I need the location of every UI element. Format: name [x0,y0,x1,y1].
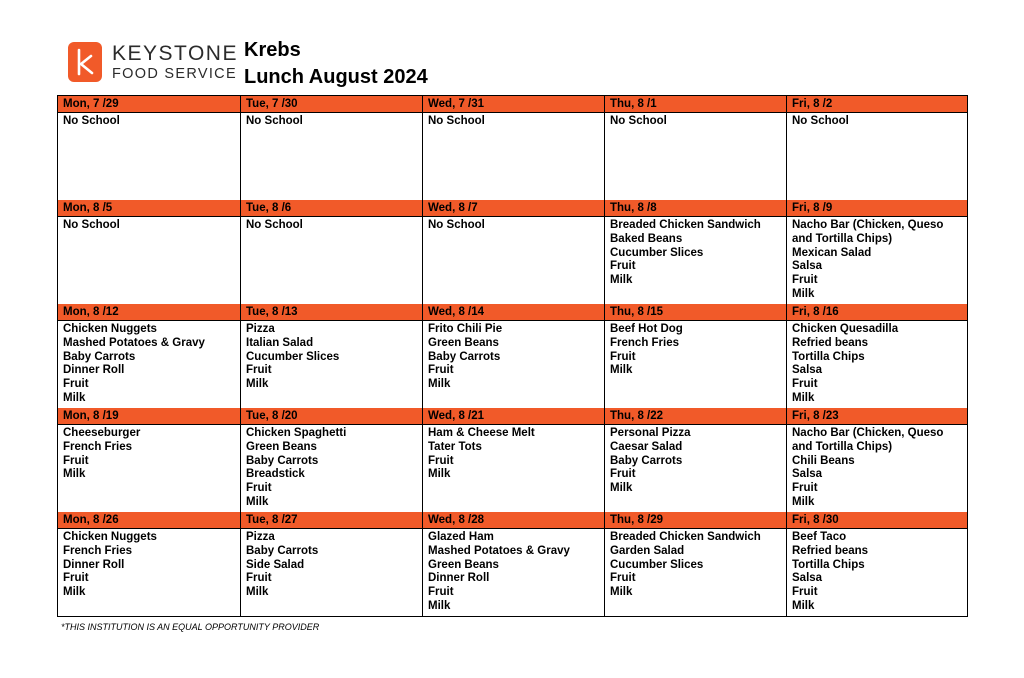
day-date-header: Fri, 8 /2 [787,96,967,113]
menu-item: Nacho Bar (Chicken, Queso [792,219,944,231]
day-date-header: Wed, 8 /7 [423,200,604,217]
menu-item: Glazed Ham [428,531,494,543]
menu-item: No School [428,115,485,127]
day-date-header: Mon, 8 /5 [58,200,240,217]
school-name: Krebs [244,39,301,61]
menu-item: Fruit [792,274,818,287]
menu-item: Milk [246,495,269,508]
menu-item: Milk [792,599,815,612]
day-date-header: Mon, 7 /29 [58,96,240,113]
menu-item: Nacho Bar (Chicken, Queso [792,427,944,439]
menu-item: Fruit [63,454,89,467]
menu-item-list [241,425,422,510]
day-cell [58,304,240,408]
menu-item: Side Salad [246,558,305,571]
menu-title: Lunch August 2024 [244,66,428,88]
menu-item: Caesar Salad [610,440,683,453]
menu-item-list [241,321,422,392]
week-row [58,96,967,200]
day-cell [786,512,967,616]
menu-item: Salsa [792,364,823,377]
menu-item: Tater Tots [428,440,482,453]
menu-item: Milk [792,495,815,508]
day-date-header: Mon, 8 /19 [58,408,240,425]
menu-item-list [787,425,967,510]
menu-item-list [58,113,240,129]
menu-item: Milk [428,468,451,481]
menu-item-list [241,113,422,129]
day-cell [240,96,422,200]
equal-opportunity-note: *THIS INSTITUTION IS AN EQUAL OPPORTUNITY PROVIDER [61,622,320,632]
menu-item-list [423,217,604,233]
menu-item: Salsa [792,572,823,585]
logo-brand-line1: KEYSTONE [112,42,238,65]
menu-item: Cucumber Slices [610,558,704,571]
menu-item: French Fries [610,336,680,349]
day-cell [58,512,240,616]
menu-item: No School [610,115,667,127]
menu-item: Fruit [428,454,454,467]
menu-item: Milk [63,586,86,599]
menu-item: Fruit [63,378,89,391]
menu-item: Cucumber Slices [610,246,704,259]
day-cell [422,512,604,616]
menu-item: Fruit [792,482,818,495]
day-date-header: Tue, 7 /30 [241,96,422,113]
day-cell [422,304,604,408]
menu-item-list [605,217,786,288]
day-date-header: Fri, 8 /23 [787,408,967,425]
menu-item: Baby Carrots [246,454,319,467]
day-date-header: Tue, 8 /13 [241,304,422,321]
menu-item: Fruit [428,586,454,599]
menu-item-list [605,321,786,378]
menu-item: Milk [610,586,633,599]
menu-item: Refried beans [792,336,869,349]
day-date-header: Wed, 7 /31 [423,96,604,113]
menu-item: Milk [246,586,269,599]
day-cell [786,200,967,304]
menu-item: Frito Chili Pie [428,323,503,335]
menu-item: Fruit [246,364,272,377]
menu-item-list [58,217,240,233]
day-cell [422,200,604,304]
day-date-header: Tue, 8 /6 [241,200,422,217]
menu-item: Green Beans [246,440,317,453]
menu-item: Fruit [610,260,636,273]
menu-item: Beef Hot Dog [610,323,683,335]
menu-item: and Tortilla Chips) [792,440,893,453]
menu-item: Refried beans [792,544,869,557]
week-row [58,304,967,408]
keystone-k-icon [68,42,102,82]
menu-item: Mexican Salad [792,246,872,259]
menu-item: Chicken Quesadilla [792,323,899,335]
menu-item: Tortilla Chips [792,558,865,571]
menu-item-list [241,217,422,233]
day-date-header: Thu, 8 /8 [605,200,786,217]
day-cell [240,512,422,616]
menu-item: No School [63,115,120,127]
logo-brand-line2: FOOD SERVICE [112,66,237,82]
menu-item: Garden Salad [610,544,685,557]
menu-item: and Tortilla Chips) [792,232,893,245]
day-cell [604,512,786,616]
menu-item: Salsa [792,260,823,273]
day-cell [240,200,422,304]
day-cell [604,408,786,512]
menu-item: Mashed Potatoes & Gravy [63,336,205,349]
menu-item-list [787,321,967,406]
week-row [58,200,967,304]
menu-item: Salsa [792,468,823,481]
menu-item: No School [246,219,303,231]
menu-item: French Fries [63,544,133,557]
day-date-header: Wed, 8 /21 [423,408,604,425]
week-row [58,512,967,616]
menu-item: Beef Taco [792,531,847,543]
menu-item: Chicken Nuggets [63,531,157,543]
menu-item: Milk [610,482,633,495]
menu-item: Fruit [428,364,454,377]
menu-item: Milk [610,364,633,377]
day-cell [422,96,604,200]
day-cell [58,200,240,304]
menu-item-list [423,529,604,614]
menu-item: Chicken Nuggets [63,323,157,335]
day-cell [58,96,240,200]
menu-item: Dinner Roll [428,572,490,585]
menu-item-list [423,113,604,129]
menu-item: Chicken Spaghetti [246,427,347,439]
day-cell [422,408,604,512]
keystone-logo [68,42,238,84]
menu-item-list [787,529,967,614]
menu-item: Fruit [246,572,272,585]
day-date-header: Fri, 8 /9 [787,200,967,217]
menu-item: Milk [792,287,815,300]
menu-item: No School [246,115,303,127]
menu-item: Fruit [792,378,818,391]
day-cell [786,304,967,408]
menu-item: No School [792,115,849,127]
day-date-header: Thu, 8 /29 [605,512,786,529]
menu-item-list [605,425,786,496]
menu-item: French Fries [63,440,133,453]
menu-item: Milk [428,378,451,391]
menu-item: Milk [610,274,633,287]
menu-item: Milk [428,599,451,612]
day-cell [240,408,422,512]
menu-item: Baby Carrots [428,350,501,363]
day-cell [786,408,967,512]
menu-item: Italian Salad [246,336,314,349]
day-cell [240,304,422,408]
menu-item: Breadstick [246,468,305,481]
day-cell [604,200,786,304]
menu-item: Chili Beans [792,454,855,467]
menu-item: Milk [63,391,86,404]
menu-item: Milk [792,391,815,404]
menu-item: Dinner Roll [63,364,125,377]
day-date-header: Fri, 8 /16 [787,304,967,321]
menu-item: Pizza [246,531,275,543]
menu-item: Breaded Chicken Sandwich [610,219,761,231]
menu-item: Fruit [610,468,636,481]
day-date-header: Tue, 8 /27 [241,512,422,529]
menu-item: Breaded Chicken Sandwich [610,531,761,543]
menu-item-list [787,113,967,129]
day-date-header: Mon, 8 /26 [58,512,240,529]
day-cell [786,96,967,200]
menu-item: Cheeseburger [63,427,141,439]
menu-item: Green Beans [428,558,499,571]
day-date-header: Tue, 8 /20 [241,408,422,425]
menu-item: Baby Carrots [246,544,319,557]
day-cell [604,304,786,408]
menu-item: Fruit [246,482,272,495]
menu-item-list [605,113,786,129]
menu-item: Fruit [610,572,636,585]
menu-item: Fruit [610,350,636,363]
day-date-header: Fri, 8 /30 [787,512,967,529]
menu-item: Ham & Cheese Melt [428,427,535,439]
day-date-header: Thu, 8 /22 [605,408,786,425]
menu-item: Baked Beans [610,232,683,245]
menu-item-list [241,529,422,600]
day-cell [604,96,786,200]
menu-item: No School [63,219,120,231]
menu-item: Dinner Roll [63,558,125,571]
menu-item: Baby Carrots [63,350,136,363]
menu-item: Green Beans [428,336,499,349]
menu-item: Pizza [246,323,275,335]
menu-item-list [58,529,240,600]
menu-item-list [423,425,604,482]
menu-item: Personal Pizza [610,427,691,439]
menu-item: Cucumber Slices [246,350,340,363]
day-date-header: Thu, 8 /1 [605,96,786,113]
menu-item-list [605,529,786,600]
menu-item: Milk [63,468,86,481]
lunch-calendar [57,95,968,617]
menu-item: Milk [246,378,269,391]
menu-item: Tortilla Chips [792,350,865,363]
menu-item: Fruit [792,586,818,599]
menu-item-list [787,217,967,302]
menu-item-list [58,425,240,482]
menu-item: No School [428,219,485,231]
week-row [58,408,967,512]
day-date-header: Thu, 8 /15 [605,304,786,321]
day-date-header: Wed, 8 /14 [423,304,604,321]
day-date-header: Wed, 8 /28 [423,512,604,529]
menu-item-list [58,321,240,406]
menu-item: Mashed Potatoes & Gravy [428,544,570,557]
menu-item-list [423,321,604,392]
day-date-header: Mon, 8 /12 [58,304,240,321]
menu-item: Baby Carrots [610,454,683,467]
menu-item: Fruit [63,572,89,585]
day-cell [58,408,240,512]
